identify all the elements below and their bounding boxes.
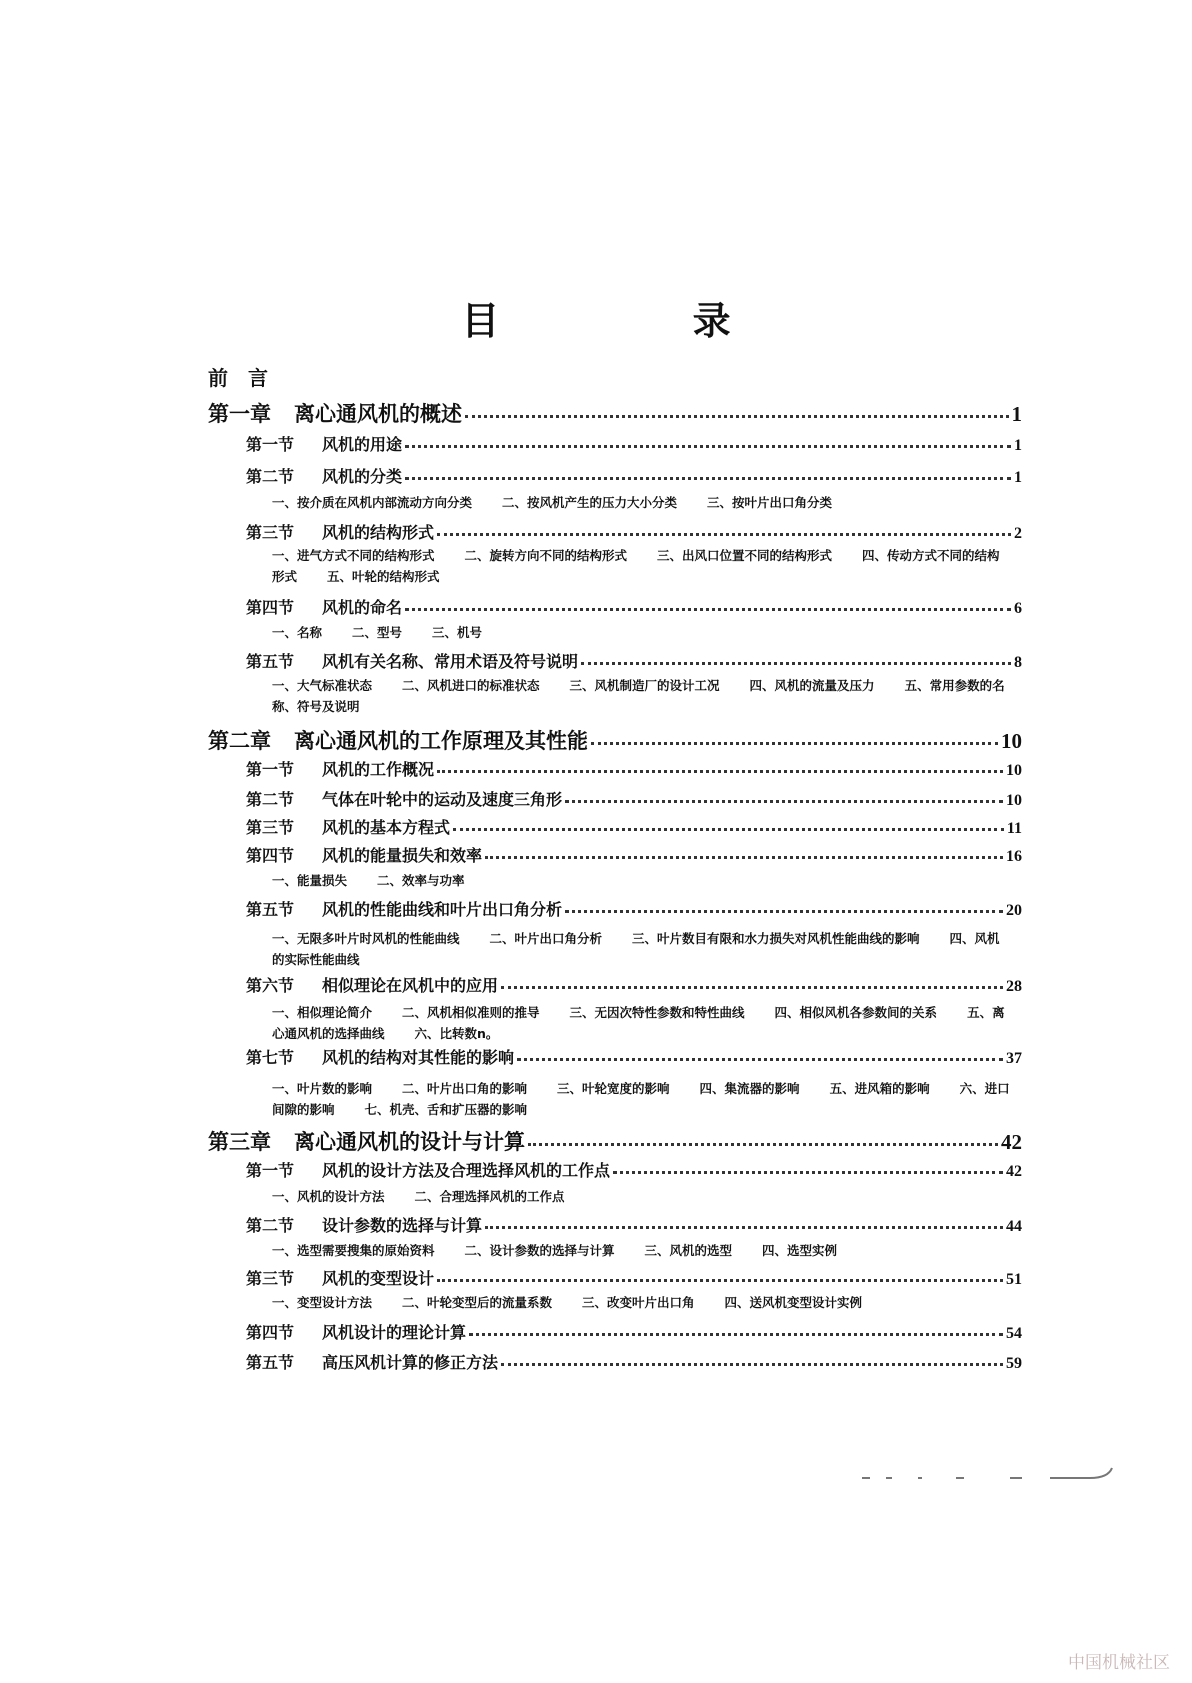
dot-leader xyxy=(465,415,1009,418)
toc-entry-title: 高压风机计算的修正方法 xyxy=(322,1353,499,1372)
dot-leader xyxy=(405,608,1011,611)
toc-subtopic: 三、无因次特性参数和特性曲线 xyxy=(569,1005,745,1020)
toc-entry-title: 风机的分类 xyxy=(322,467,403,486)
toc-subtopic: 四、风机的流量及压力 xyxy=(749,678,875,693)
toc-subtopics xyxy=(272,1240,1012,1261)
toc-page-number: 37 xyxy=(1006,1050,1022,1067)
toc-entry-number: 第五节 xyxy=(246,1353,295,1372)
toc-subtopic: 三、叶片数目有限和水力损失对风机性能曲线的影响 xyxy=(632,931,920,946)
toc-entry-title: 离心通风机的工作原理及其性能 xyxy=(294,728,588,753)
toc-page-number: 1 xyxy=(1011,402,1022,426)
toc-subtopic: 六、比转数n。 xyxy=(414,1026,499,1041)
toc-entry-title: 风机的性能曲线和叶片出口角分析 xyxy=(322,900,563,919)
toc-entry-number: 第五节 xyxy=(246,652,295,671)
toc-section-entry[interactable] xyxy=(246,1158,1022,1181)
toc-subtopic: 三、风机的选型 xyxy=(644,1243,733,1258)
toc-entry-label xyxy=(246,1266,434,1289)
toc-entry-label xyxy=(246,897,562,920)
toc-chapter-entry[interactable] xyxy=(208,398,1022,428)
toc-entry-title: 离心通风机的设计与计算 xyxy=(294,1129,525,1154)
preface-label: 前言 xyxy=(208,366,288,390)
toc-entry-number: 第二章 xyxy=(208,728,271,753)
dot-leader xyxy=(437,770,1003,773)
toc-page-number: 44 xyxy=(1006,1218,1022,1235)
toc-subtopic: 三、叶轮宽度的影响 xyxy=(557,1081,670,1096)
dot-leader xyxy=(581,662,1011,665)
dot-leader xyxy=(613,1171,1003,1174)
toc-entry-title: 离心通风机的概述 xyxy=(294,401,462,426)
toc-entry-title: 风机的变型设计 xyxy=(322,1269,435,1288)
toc-subtopic: 五、常用参数的名称、符号及说明 xyxy=(272,678,1005,714)
toc-subtopics xyxy=(272,1186,1012,1207)
toc-subtopic: 三、按叶片出口角分类 xyxy=(707,495,833,510)
toc-page-number: 1 xyxy=(1014,437,1022,454)
toc-subtopic: 一、相似理论简介 xyxy=(272,1005,373,1020)
dot-leader xyxy=(437,533,1011,536)
toc-entry-title: 风机的结构形式 xyxy=(322,523,435,542)
toc-subtopic: 一、名称 xyxy=(272,625,323,640)
toc-entry-number: 第二节 xyxy=(246,467,295,486)
toc-subtopics xyxy=(272,492,1012,513)
toc-chapter-entry[interactable] xyxy=(208,1126,1022,1156)
toc-entry-number: 第二节 xyxy=(246,790,295,809)
toc-subtopic: 二、效率与功率 xyxy=(377,873,465,888)
toc-subtopic: 二、风机相似准则的推导 xyxy=(402,1005,540,1020)
toc-section-entry[interactable] xyxy=(246,1213,1022,1236)
toc-subtopic: 一、按介质在风机内部流动方向分类 xyxy=(272,495,473,510)
toc-entry-title: 风机的结构对其性能的影响 xyxy=(322,1048,515,1067)
toc-subtopic: 一、叶片数的影响 xyxy=(272,1081,373,1096)
toc-page-number: 20 xyxy=(1006,902,1022,919)
toc-subtopics xyxy=(272,1292,1012,1313)
toc-subtopic: 二、叶轮变型后的流量系数 xyxy=(402,1295,553,1310)
dot-leader xyxy=(501,986,1003,989)
toc-entry-title: 风机的设计方法及合理选择风机的工作点 xyxy=(322,1161,611,1180)
dot-leader xyxy=(437,1279,1003,1282)
toc-subtopic: 三、风机制造厂的设计工况 xyxy=(569,678,720,693)
toc-entry-title: 风机的命名 xyxy=(322,598,403,617)
toc-entry-title: 气体在叶轮中的运动及速度三角形 xyxy=(322,790,563,809)
toc-entry-label xyxy=(208,1126,525,1156)
toc-entry-label xyxy=(246,649,578,672)
toc-entry-label xyxy=(246,520,434,543)
toc-entry-label xyxy=(246,432,402,455)
toc-subtopics xyxy=(272,1002,1012,1044)
dot-leader xyxy=(517,1058,1003,1061)
toc-section-entry[interactable] xyxy=(246,1045,1022,1068)
toc-entry-label xyxy=(246,1045,514,1068)
dot-leader xyxy=(591,742,998,745)
toc-subtopics xyxy=(272,622,1012,643)
toc-entry-label xyxy=(246,1213,482,1236)
toc-entry-title: 风机的用途 xyxy=(322,435,403,454)
dot-leader xyxy=(565,910,1003,913)
dot-leader xyxy=(485,1226,1003,1229)
toc-subtopic: 一、能量损失 xyxy=(272,873,348,888)
toc-subtopic: 四、传动方式不同的结构形式 xyxy=(272,548,1000,584)
toc-section-entry[interactable] xyxy=(246,973,1022,996)
toc-entry-title: 风机的工作概况 xyxy=(322,760,435,779)
toc-subtopic: 四、风机的实际性能曲线 xyxy=(272,931,1000,967)
toc-subtopic: 四、相似风机各参数间的关系 xyxy=(774,1005,938,1020)
toc-entry-label xyxy=(246,787,562,810)
dot-leader xyxy=(501,1363,1003,1366)
toc-section-entry[interactable] xyxy=(246,897,1022,920)
toc-section-entry[interactable] xyxy=(246,1266,1022,1289)
toc-page-number: 28 xyxy=(1006,978,1022,995)
toc-subtopic: 一、选型需要搜集的原始资料 xyxy=(272,1243,435,1258)
toc-entry-number: 第一章 xyxy=(208,401,271,426)
page-title: 目 录 xyxy=(461,299,821,343)
toc-subtopic: 五、离心通风机的选择曲线 xyxy=(272,1005,1005,1041)
toc-section-entry[interactable] xyxy=(246,843,1022,866)
toc-entry-label xyxy=(246,1320,466,1343)
toc-subtopics xyxy=(272,675,1012,717)
toc-subtopics xyxy=(272,1078,1012,1120)
toc-subtopic: 一、变型设计方法 xyxy=(272,1295,373,1310)
toc-entry-number: 第四节 xyxy=(246,846,295,865)
toc-page-number: 10 xyxy=(1001,729,1022,753)
toc-subtopic: 一、无限多叶片时风机的性能曲线 xyxy=(272,931,460,946)
toc-entry-title: 风机有关名称、常用术语及符号说明 xyxy=(322,652,579,671)
toc-entry-label xyxy=(246,757,434,780)
scan-smudge-mark xyxy=(860,1462,1120,1492)
toc-entry-number: 第三节 xyxy=(246,523,295,542)
dot-leader xyxy=(405,445,1011,448)
toc-section-entry[interactable] xyxy=(246,432,1022,455)
toc-page-number: 10 xyxy=(1006,762,1022,779)
toc-entry-label xyxy=(208,398,462,428)
toc-subtopics xyxy=(272,545,1012,587)
toc-section-entry[interactable] xyxy=(246,520,1022,543)
dot-leader xyxy=(485,856,1003,859)
toc-entry-number: 第三章 xyxy=(208,1129,271,1154)
dot-leader xyxy=(453,828,1004,831)
toc-subtopic: 二、设计参数的选择与计算 xyxy=(464,1243,615,1258)
toc-entry-number: 第五节 xyxy=(246,900,295,919)
toc-subtopic: 四、集流器的影响 xyxy=(699,1081,800,1096)
toc-section-entry[interactable] xyxy=(246,1350,1022,1373)
dot-leader xyxy=(405,477,1011,480)
toc-entry-label xyxy=(246,973,498,996)
toc-section-entry[interactable] xyxy=(246,757,1022,780)
toc-entry-number: 第一节 xyxy=(246,1161,295,1180)
toc-section-entry[interactable] xyxy=(246,1320,1022,1343)
toc-page-number: 42 xyxy=(1006,1163,1022,1180)
toc-page-number: 6 xyxy=(1014,600,1022,617)
toc-entry-number: 第三节 xyxy=(246,1269,295,1288)
toc-subtopic: 二、型号 xyxy=(352,625,403,640)
toc-chapter-entry[interactable] xyxy=(208,725,1022,755)
toc-subtopic: 七、机壳、舌和扩压器的影响 xyxy=(364,1102,528,1117)
toc-subtopic: 三、机号 xyxy=(432,625,483,640)
toc-section-entry[interactable] xyxy=(246,595,1022,618)
toc-entry-number: 第七节 xyxy=(246,1048,295,1067)
toc-subtopic: 二、合理选择风机的工作点 xyxy=(414,1189,565,1204)
toc-subtopics xyxy=(272,870,1012,891)
dot-leader xyxy=(565,800,1003,803)
toc-subtopic: 五、进风箱的影响 xyxy=(829,1081,930,1096)
toc-page-number: 11 xyxy=(1006,820,1022,837)
toc-page-number: 51 xyxy=(1006,1271,1022,1288)
toc-page-number: 42 xyxy=(1001,1130,1022,1154)
toc-entry-title: 风机的能量损失和效率 xyxy=(322,846,483,865)
toc-entry-number: 第六节 xyxy=(246,976,295,995)
toc-entry-title: 风机设计的理论计算 xyxy=(322,1323,467,1342)
toc-page-number: 16 xyxy=(1006,848,1022,865)
toc-subtopic: 五、叶轮的结构形式 xyxy=(327,569,440,584)
toc-subtopic: 二、风机进口的标准状态 xyxy=(402,678,540,693)
dot-leader xyxy=(469,1333,1003,1336)
toc-entry-number: 第四节 xyxy=(246,598,295,617)
toc-section-entry[interactable] xyxy=(246,787,1022,810)
toc-subtopic: 一、大气标准状态 xyxy=(272,678,373,693)
toc-entry-label xyxy=(246,595,402,618)
toc-subtopic: 二、叶片出口角的影响 xyxy=(402,1081,528,1096)
toc-entry-number: 第二节 xyxy=(246,1216,295,1235)
toc-page-number: 59 xyxy=(1006,1355,1022,1372)
toc-page-number: 8 xyxy=(1014,654,1022,671)
toc-entry-number: 第三节 xyxy=(246,818,295,837)
toc-entry-title: 相似理论在风机中的应用 xyxy=(322,976,499,995)
toc-entry-title: 风机的基本方程式 xyxy=(322,818,451,837)
toc-entry-number: 第一节 xyxy=(246,760,295,779)
toc-subtopic: 一、风机的设计方法 xyxy=(272,1189,385,1204)
toc-entry-number: 第四节 xyxy=(246,1323,295,1342)
watermark: 中国机械社区 xyxy=(1068,1653,1170,1673)
dot-leader xyxy=(528,1143,998,1146)
toc-entry-number: 第一节 xyxy=(246,435,295,454)
toc-page-number: 2 xyxy=(1014,525,1022,542)
toc-entry-label xyxy=(246,464,402,487)
toc-section-entry[interactable] xyxy=(246,815,1022,838)
toc-entry-label xyxy=(246,1158,610,1181)
toc-entry-label xyxy=(246,815,450,838)
toc-subtopic: 二、叶片出口角分析 xyxy=(489,931,603,946)
toc-subtopic: 二、按风机产生的压力大小分类 xyxy=(502,495,678,510)
toc-section-entry[interactable] xyxy=(246,649,1022,672)
toc-subtopic: 四、选型实例 xyxy=(762,1243,838,1258)
toc-subtopic: 一、进气方式不同的结构形式 xyxy=(272,548,435,563)
toc-subtopic: 四、送风机变型设计实例 xyxy=(724,1295,863,1310)
toc-entry-label xyxy=(208,725,588,755)
toc-entry-label xyxy=(246,1350,498,1373)
toc-entry-label xyxy=(246,843,482,866)
toc-section-entry[interactable] xyxy=(246,464,1022,487)
toc-subtopics xyxy=(272,928,1012,970)
toc-entry-title: 设计参数的选择与计算 xyxy=(322,1216,483,1235)
toc-subtopic: 三、出风口位置不同的结构形式 xyxy=(657,548,833,563)
toc-subtopic: 六、进口间隙的影响 xyxy=(272,1081,1010,1117)
toc-page-number: 54 xyxy=(1006,1325,1022,1342)
toc-subtopic: 二、旋转方向不同的结构形式 xyxy=(464,548,628,563)
toc-page-number: 10 xyxy=(1006,792,1022,809)
toc-subtopic: 三、改变叶片出口角 xyxy=(582,1295,695,1310)
toc-page-number: 1 xyxy=(1014,469,1022,486)
